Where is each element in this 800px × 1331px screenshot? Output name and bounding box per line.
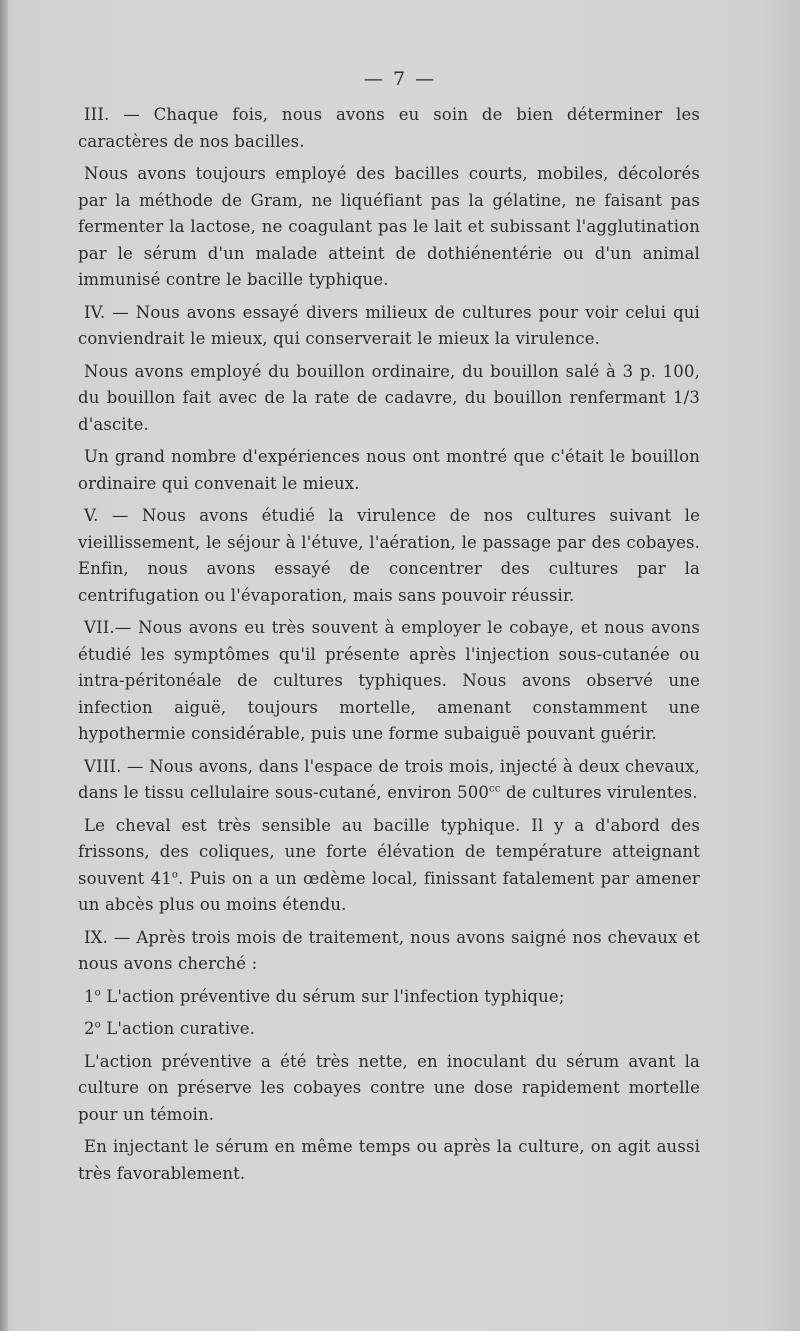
- degree-superscript: o: [171, 869, 179, 880]
- list-item-1-text: L'action préventive du sérum sur l'infection typhique;: [100, 986, 565, 1006]
- paragraph-vii: VII.— Nous avons eu très souvent à employer le cobaye, et nous avons étudié les symptômes qu'il présente après l'injection sous-cutanée ou intra-péritonéale de cultures typhiques. Nous avons observé une infection aiguë, toujours mortelle, amenant constamment une hypothermie considérable, puis une forme subaiguë pouvant guérir.: [78, 618, 700, 743]
- paragraph-final: En injectant le sérum en même temps ou après la culture, on agit aussi très favorablement.: [78, 1137, 700, 1183]
- paragraph-cheval-end: . Puis on a un œdème local, finissant fatalement par amener un abcès plus ou moins étendu.: [78, 868, 700, 914]
- body-text: [78, 102, 700, 1193]
- paragraph-v: V. — Nous avons étudié la virulence de nos cultures suivant le vieillissement, le séjour à l'étuve, l'aération, le passage par des cobayes. Enfin, nous avons essayé de concentrer des cultures par la centrifugation ou l'évaporation, mais sans pouvoir réussir.: [78, 506, 700, 605]
- paragraph-iv: IV. — Nous avons essayé divers milieux de cultures pour voir celui qui conviendrait le mieux, qui conserverait le mieux la virulence.: [78, 302, 700, 348]
- paragraph-preventive: L'action préventive a été très nette, en inoculant du sérum avant la culture on préserve les cobayes contre une dose rapidement mortelle pour un témoin.: [78, 1051, 700, 1124]
- list-item-2-number: 2: [84, 1019, 95, 1038]
- paragraph-cheval-text: Le cheval est très sensible au bacille typhique. Il y a d'abord des frissons, des coliques, une forte élévation de température atteignant souvent 41: [78, 815, 700, 888]
- paragraph-viii: [78, 754, 700, 807]
- list-item-2: [78, 1016, 700, 1043]
- list-item-2-text: L'action curative.: [100, 1019, 256, 1038]
- list-item-1-ordinal: o: [94, 987, 101, 998]
- paragraph-cheval: [78, 813, 700, 919]
- list-item-1-number: 1: [84, 986, 95, 1006]
- paragraph-viii-end: de cultures virulentes.: [500, 783, 698, 802]
- paragraph-ix: IX. — Après trois mois de traitement, nous avons saigné nos chevaux et nous avons cherché :: [78, 927, 700, 973]
- cc-superscript: cc: [489, 783, 501, 795]
- list-item-1: [78, 984, 700, 1011]
- paragraph-experiences: Un grand nombre d'expériences nous ont montré que c'était le bouillon ordinaire qui convenait le mieux.: [78, 447, 700, 493]
- page-number: — 7 —: [363, 68, 437, 90]
- paragraph-bacilles: Nous avons toujours employé des bacilles courts, mobiles, décolorés par la méthode de Gram, ne liquéfiant pas la gélatine, ne faisant pas fermenter la lactose, ne coagulant pas le lait et subissant l'agglutination par le sérum d'un malade atteint de dothiénentérie ou d'un animal immunisé contre le bacille typhique.: [78, 164, 700, 289]
- paragraph-viii-text: VIII. — Nous avons, dans l'espace de trois mois, injecté à deux chevaux, dans le tissu cellulaire sous-cutané, environ 500: [78, 756, 700, 802]
- list-item-2-ordinal: o: [94, 1019, 101, 1031]
- paragraph-iii: III. — Chaque fois, nous avons eu soin de bien déterminer les caractères de nos bacilles.: [78, 105, 700, 151]
- paragraph-bouillon: Nous avons employé du bouillon ordinaire, du bouillon salé à 3 p. 100, du bouillon fait avec de la rate de cadavre, du bouillon renfermant 1/3 d'ascite.: [78, 361, 700, 434]
